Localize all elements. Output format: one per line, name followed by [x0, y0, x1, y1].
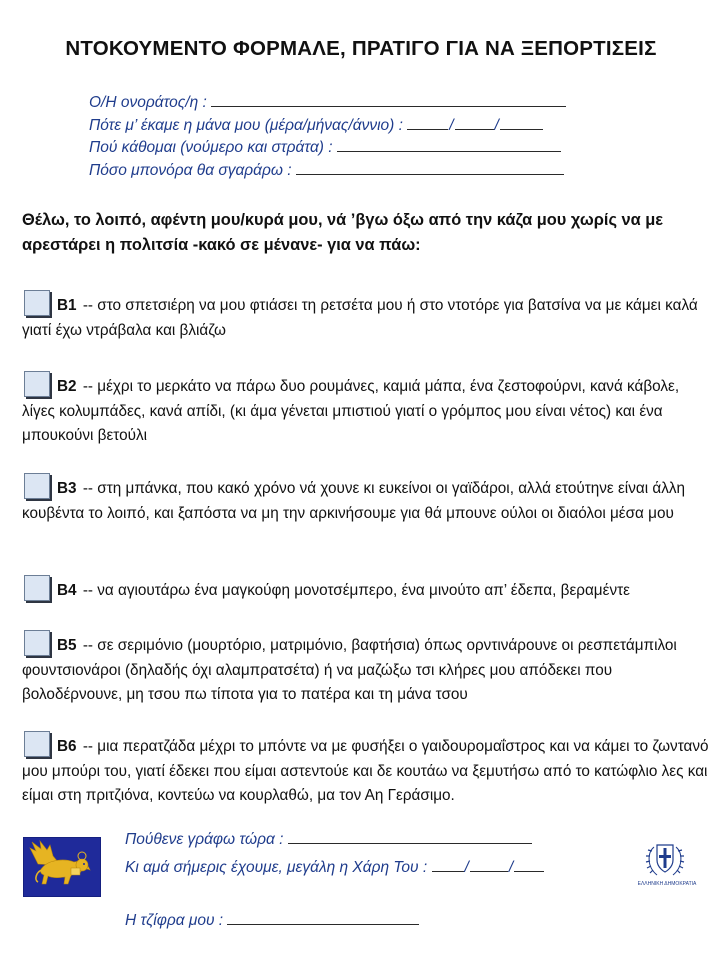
checkbox-b6[interactable]: [24, 731, 50, 757]
birth-day-input-line[interactable]: [407, 115, 448, 130]
winged-lion-flag-icon: [23, 837, 101, 897]
option-text: να αγιουτάρω ένα μαγκούφη μονοτσέμπερο, ένα μινούτο απ’ έδεπα, βεραμέντε: [97, 582, 630, 599]
personal-info-section: [89, 92, 566, 182]
money-field: [89, 160, 566, 183]
option-code: Β5: [57, 637, 77, 654]
option-code: Β4: [57, 582, 77, 599]
name-label: Ο/Η ονοράτος/η :: [89, 94, 207, 111]
option-text: σε σεριμόνιο (μουρτόριο, ματριμόνιο, βαφτήσια) όπως ορντινάρουνε οι ρεσπετάμπιλοι φουντσιονάροι (δηλαδής όχι αλαμπρατσέτα) ή να μαζώξω τσι κλήρες μου απόδεκει που βολοδέρνουνε, μη τσου πω τίποτα για το πατέρα και τη μάνα τσου: [22, 637, 677, 703]
emblem-caption: ΕΛΛΗΝΙΚΗ ΔΗΜΟΚΡΑΤΙΑ: [637, 881, 697, 887]
name-field: [89, 92, 566, 115]
option-dash: --: [82, 378, 94, 395]
checkbox-b2[interactable]: [24, 371, 50, 397]
money-label: Πόσο μπονόρα θα σγαράρω :: [89, 161, 292, 179]
year-input-line[interactable]: [514, 857, 544, 872]
option-b4: [22, 575, 712, 604]
checkbox-b3[interactable]: [24, 473, 50, 499]
place-label: Πούθενε γράφω τώρα :: [125, 831, 284, 848]
date-field: [125, 857, 544, 877]
option-dash: --: [82, 637, 94, 654]
option-text: στο σπετσιέρη να μου φτιάσει τη ρετσέτα μου ή στο ντοτόρε για βατσίνα να με κάμει καλά γιατί έχω ντράβαλα και βλιάζω: [22, 297, 698, 339]
option-text: μέχρι το μερκάτο να πάρω δυο ρουμάνες, καμιά μάπα, ένα ζεστοφούρνι, κανά κάβολε, λίγες κολυμπάδες, κανά απίδι, (κι άμα γένεται μπιστιού γιατί ο γρόμπος μου είναι νέτος) και ένα μπουκούνι βετούλι: [22, 378, 680, 444]
option-dash: --: [82, 297, 94, 314]
option-b3: [22, 473, 712, 526]
name-input-line[interactable]: [211, 92, 566, 107]
address-field: [89, 137, 566, 160]
option-b1: [22, 290, 712, 343]
document-title: ΝΤΟΚΟΥΜΕΝΤΟ ΦΟΡΜΑΛΕ, ΠΡΑΤΙΓΟ ΓΙΑ ΝΑ ΞΕΠΟΡΤΙΣΕΙΣ: [65, 37, 657, 60]
option-text: μια περατζάδα μέχρι το μπόντε να με φυσήξει ο γαιδουρομαΐστρος και να κάμει το ζωντανό μου μπούρι του, γιατί έδεκει που είμαι αστεντούε και δε κουτάω να ξεμυτήσω από το κατώφλιο λες και είμαι στη πριτζιόνα, κοντεύω να κουρλαθώ, μα τον Αη Γεράσιμο.: [22, 738, 709, 804]
address-input-line[interactable]: [337, 137, 561, 152]
date-separator: /: [508, 859, 514, 876]
money-input-line[interactable]: [296, 160, 564, 175]
place-input-line[interactable]: [288, 829, 532, 844]
option-b6: [22, 731, 712, 809]
date-separator: /: [449, 116, 454, 134]
option-dash: --: [82, 582, 94, 599]
checkbox-b5[interactable]: [24, 630, 50, 656]
birth-date-field: [89, 115, 566, 138]
address-label: Πού κάθομαι (νούμερο και στράτα) :: [89, 139, 333, 156]
checkbox-b1[interactable]: [24, 290, 50, 316]
checkbox-b4[interactable]: [24, 575, 50, 601]
option-dash: --: [82, 480, 94, 497]
option-code: Β3: [57, 480, 77, 497]
place-field: [125, 829, 532, 849]
signature-field: [125, 910, 419, 930]
date-separator: /: [494, 116, 499, 134]
intro-paragraph: Θέλω, το λοιπό, αφέντη μου/κυρά μου, νά ’βγω όξω από την κάζα μου χωρίς να με αρεστάρει η πολιτσία -κακό σε μένανε- για να πάω:: [22, 211, 664, 254]
greek-coat-of-arms-icon: [637, 835, 693, 885]
birth-month-input-line[interactable]: [455, 115, 494, 130]
signature-label: Η τζίφρα μου :: [125, 912, 224, 929]
birth-year-input-line[interactable]: [500, 115, 543, 130]
option-code: Β1: [57, 297, 77, 314]
date-label: Κι αμά σήμερις έχουμε, μεγάλη η Χάρη Του :: [125, 859, 428, 876]
option-text: στη μπάνκα, που κακό χρόνο νά χουνε κι ευκείνοι οι γαϊδάροι, αλλά ετούτηνε είναι άλλη κουβέντα το λοιπό, και ξαπόστα να μη την αρκινήσουμε για θά μπουνε ούλοι οι διαόλοι μέσα μου: [22, 480, 685, 522]
month-input-line[interactable]: [470, 857, 508, 872]
option-code: Β6: [57, 738, 77, 755]
birth-date-label: Πότε μ’ έκαμε η μάνα μου (μέρα/μήνας/άννιο) :: [89, 116, 403, 134]
day-input-line[interactable]: [432, 857, 464, 872]
option-b2: [22, 371, 712, 449]
option-code: Β2: [57, 378, 77, 395]
option-dash: --: [82, 738, 94, 755]
option-b5: [22, 630, 712, 708]
signature-input-line[interactable]: [227, 910, 419, 925]
date-separator: /: [464, 859, 469, 876]
